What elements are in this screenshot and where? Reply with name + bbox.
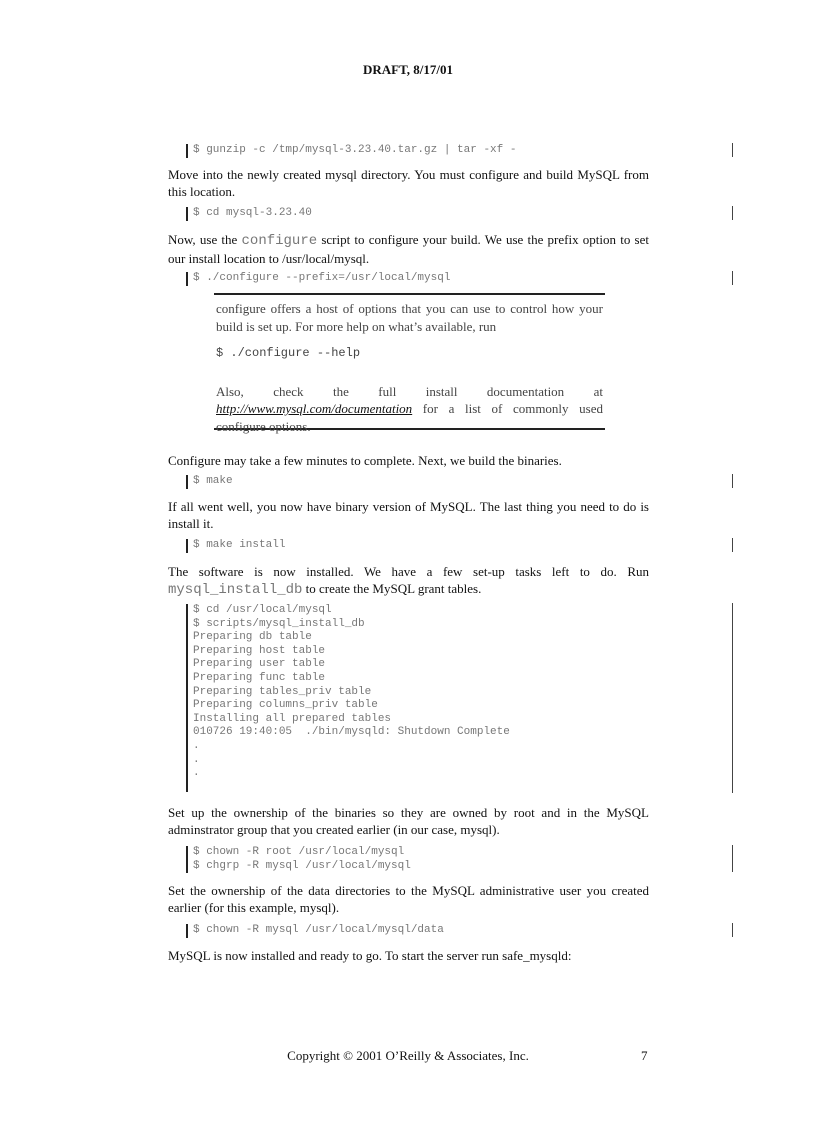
paragraph-install: If all went well, you now have binary version of MySQL. The last thing you need to do is install it. bbox=[168, 499, 649, 531]
code-block-install-db: $ cd /usr/local/mysql $ scripts/mysql_install_db Preparing db table Preparing host table Preparing user table Preparing func table Preparing tables_priv table Preparing columns_priv table Installing all prepared tables 010726 19:40:05 ./bin/mysqld: Shutdown Complete . . . bbox=[186, 604, 510, 792]
change-bar bbox=[732, 206, 733, 220]
paragraph-move-into-directory: Move into the newly created mysql directory. You must configure and build MySQL from this location. bbox=[168, 167, 649, 199]
paragraph-ownership-binaries: Set up the ownership of the binaries so they are owned by root and in the MySQL adminstrator group that you created earlier (in our case, mysql). bbox=[168, 805, 649, 837]
inline-code-configure: configure bbox=[241, 233, 318, 249]
paragraph-ready: MySQL is now installed and ready to go. To start the server run safe_mysqld: bbox=[168, 948, 572, 963]
change-bar bbox=[732, 538, 733, 552]
code-block-make: $ make bbox=[186, 475, 233, 489]
copyright: Copyright © 2001 O’Reilly & Associates, Inc. bbox=[287, 1048, 529, 1063]
page-header: DRAFT, 8/17/01 bbox=[362, 62, 454, 77]
change-bar bbox=[732, 603, 733, 793]
documentation-link[interactable]: http://www.mysql.com/documentation bbox=[216, 401, 413, 416]
note-box bbox=[214, 293, 605, 434]
code-block-make-install: $ make install bbox=[186, 539, 285, 553]
paragraph-configure-time: Configure may take a few minutes to complete. Next, we build the binaries. bbox=[168, 453, 562, 468]
paragraph-configure: Now, use the configure script to configure your build. We use the prefix option to set our install location to /usr/local/mysql. bbox=[168, 232, 649, 266]
note-text: configure offers a host of options that you can use to control how your build is set up. For more help on what’s available, run bbox=[216, 301, 603, 334]
change-bar bbox=[732, 474, 733, 488]
code-block-gunzip: $ gunzip -c /tmp/mysql-3.23.40.tar.gz | tar -xf - bbox=[186, 144, 516, 158]
code-block-chown-data: $ chown -R mysql /usr/local/mysql/data bbox=[186, 924, 444, 938]
code-block-chown-chgrp: $ chown -R root /usr/local/mysql $ chgrp -R mysql /usr/local/mysql bbox=[186, 846, 411, 873]
change-bar bbox=[732, 271, 733, 285]
code-block-cd: $ cd mysql-3.23.40 bbox=[186, 207, 312, 221]
change-bar bbox=[732, 845, 733, 872]
page-number: 7 bbox=[641, 1048, 648, 1063]
note-also-text: Also, check the full install documentation at http://www.mysql.com/documentation for a list of commonly used configure options. bbox=[216, 383, 603, 434]
change-bar bbox=[732, 143, 733, 157]
note-code: $ ./configure --help bbox=[216, 346, 361, 360]
code-block-configure-prefix: $ ./configure --prefix=/usr/local/mysql bbox=[186, 272, 450, 286]
paragraph-ownership-data: Set the ownership of the data directories to the MySQL administrative user you created earlier (for this example, mysql). bbox=[168, 883, 649, 915]
change-bar bbox=[732, 923, 733, 937]
inline-code-mysql-install-db: mysql_install_db bbox=[168, 582, 303, 598]
paragraph-software-installed: The software is now installed. We have a few set-up tasks left to do. Run mysql_install_db to create the MySQL grant tables. bbox=[168, 564, 649, 598]
